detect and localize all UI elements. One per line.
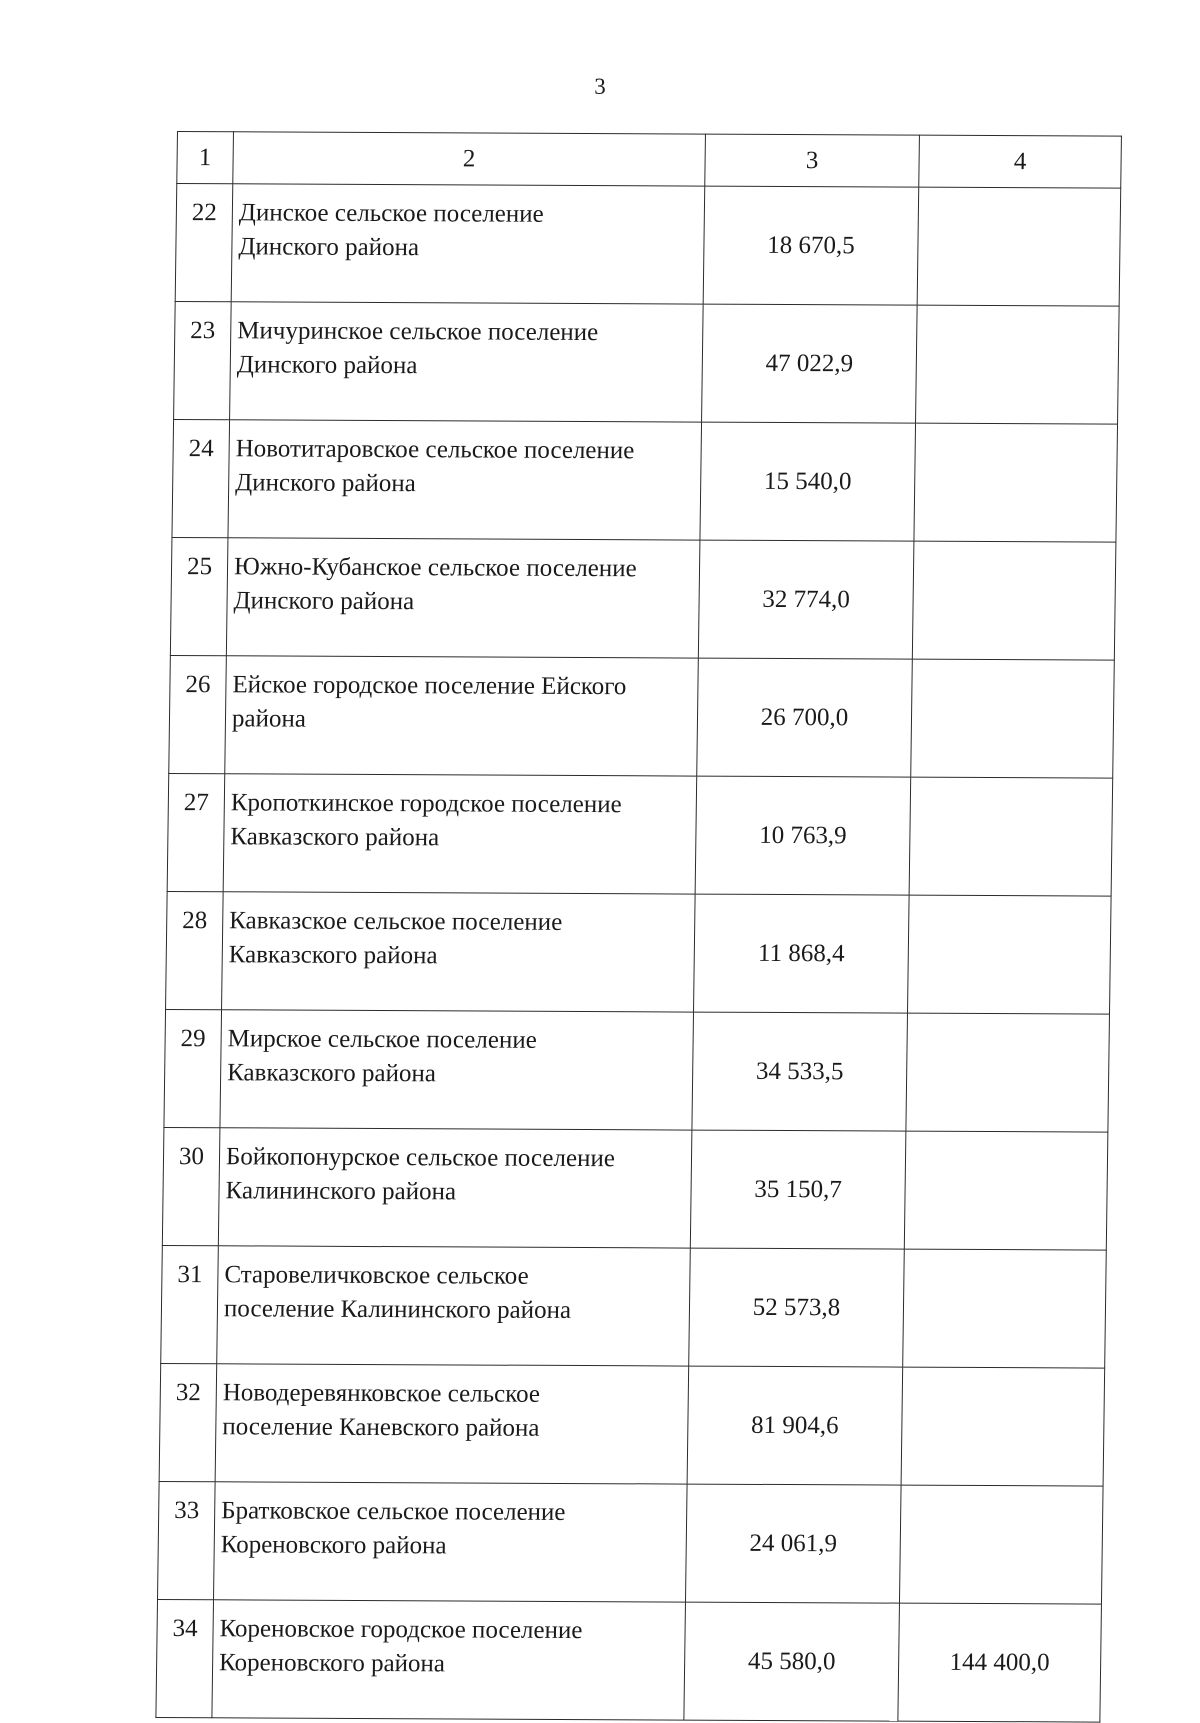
row-number: 28 [166,891,224,1009]
settlement-name-line: Кавказского района [228,941,438,970]
amount-value: 32 774,0 [698,540,914,659]
settlement-name-line: Мирское сельское поселение [227,1025,537,1054]
column-number-4: 4 [919,135,1122,188]
amount-value: 18 670,5 [703,186,919,305]
row-number: 31 [161,1245,219,1363]
table-row [161,1245,1107,1368]
amount-value: 81 904,6 [687,1366,903,1485]
settlement-name-line: Кореновское городское поселение [219,1615,583,1645]
page-number: 3 [594,74,606,99]
row-number: 34 [156,1599,214,1717]
settlement-name [228,420,702,540]
table-row [175,184,1121,307]
amount-value: 24 061,9 [685,1484,901,1603]
settlement-name-line: Бойкопонурское сельское поселение [225,1143,616,1173]
settlement-name-line: поселение Калининского района [223,1295,572,1324]
amount-value: 11 868,4 [694,894,910,1013]
settlement-name-line: Динского района [233,587,415,616]
amount-total [899,1485,1103,1604]
table-row [166,891,1112,1014]
row-number: 33 [158,1481,216,1599]
amount-value: 45 580,0 [684,1602,900,1721]
column-number-3: 3 [705,134,920,187]
amount-total [911,659,1115,778]
table-row [169,655,1115,778]
row-number: 23 [174,302,232,420]
table-row [172,419,1118,542]
settlement-name [212,1600,686,1720]
amount-total [903,1249,1107,1368]
settlement-name-line: Кавказское сельское поселение [229,907,563,936]
table-row [159,1363,1105,1486]
table-body [156,132,1122,1723]
amount-total [912,541,1116,660]
amount-value: 52 573,8 [689,1248,905,1367]
settlement-name-line: Мичуринское сельское поселение [237,317,599,347]
amount-value: 26 700,0 [697,658,913,777]
table-row [164,1009,1110,1132]
row-number: 25 [170,537,228,655]
settlement-name-line: Динского района [236,351,418,380]
settlement-name-line: Братковское сельское поселение [221,1497,566,1526]
settlement-name-line: Кореновского района [218,1649,446,1678]
amount-value: 47 022,9 [702,304,918,423]
settlement-name-line: Кавказского района [230,823,440,852]
amount-total: 144 400,0 [898,1603,1102,1722]
row-number: 27 [167,773,225,891]
amount-total [904,1131,1108,1250]
allocation-table [155,131,1122,1723]
table-row [156,1599,1102,1722]
settlement-name-line: поселение Каневского района [222,1413,540,1442]
table-row [167,773,1113,896]
amount-value: 34 533,5 [692,1012,908,1131]
settlement-name-line: Калининского района [225,1177,457,1206]
table-row [174,302,1120,425]
settlement-name [214,1482,688,1602]
settlement-name-line: Динского района [235,469,417,498]
settlement-name [217,1246,691,1366]
settlement-name-line: Динское сельское поселение [238,199,544,228]
settlement-name [230,302,704,422]
settlement-name [222,892,696,1012]
row-number: 32 [159,1363,217,1481]
amount-value: 35 150,7 [690,1130,906,1249]
column-number-1: 1 [177,132,234,184]
amount-total [917,187,1121,306]
settlement-name-line: Южно-Кубанское сельское поселение [233,553,637,583]
settlement-name [218,1128,692,1248]
settlement-name [215,1364,689,1484]
settlement-name-line: Новотитаровское сельское поселение [235,435,635,465]
amount-total [914,423,1118,542]
settlement-name-line: Динского района [238,233,420,262]
settlement-name [231,184,705,304]
settlement-name [220,1010,694,1130]
settlement-name [223,774,697,894]
settlement-name-line: Ейское городское поселение Ейского [232,671,627,701]
amount-total [916,305,1120,424]
amount-total [901,1367,1105,1486]
settlement-name-line: Кропоткинское городское поселение [230,789,622,819]
amount-total [906,1013,1110,1132]
row-number: 29 [164,1009,222,1127]
table-row [170,537,1116,660]
amount-value: 15 540,0 [700,422,916,541]
column-number-row [177,132,1122,189]
amount-total [909,777,1113,896]
amount-value: 10 763,9 [695,776,911,895]
settlement-name-line: района [231,705,307,733]
column-number-2: 2 [233,132,706,186]
row-number: 24 [172,419,230,537]
amount-total [907,895,1111,1014]
settlement-name-line: Кавказского района [226,1059,437,1088]
row-number: 22 [175,184,233,302]
row-number: 30 [162,1127,220,1245]
table-row [158,1481,1104,1604]
row-number: 26 [169,655,227,773]
settlement-name [226,538,700,658]
table-row [162,1127,1108,1250]
settlement-name-line: Старовеличковское сельское [224,1261,529,1290]
settlement-name-line: Новодеревянковское сельское [222,1379,541,1408]
settlement-name-line: Кореновского района [220,1531,447,1560]
settlement-name [225,656,699,776]
